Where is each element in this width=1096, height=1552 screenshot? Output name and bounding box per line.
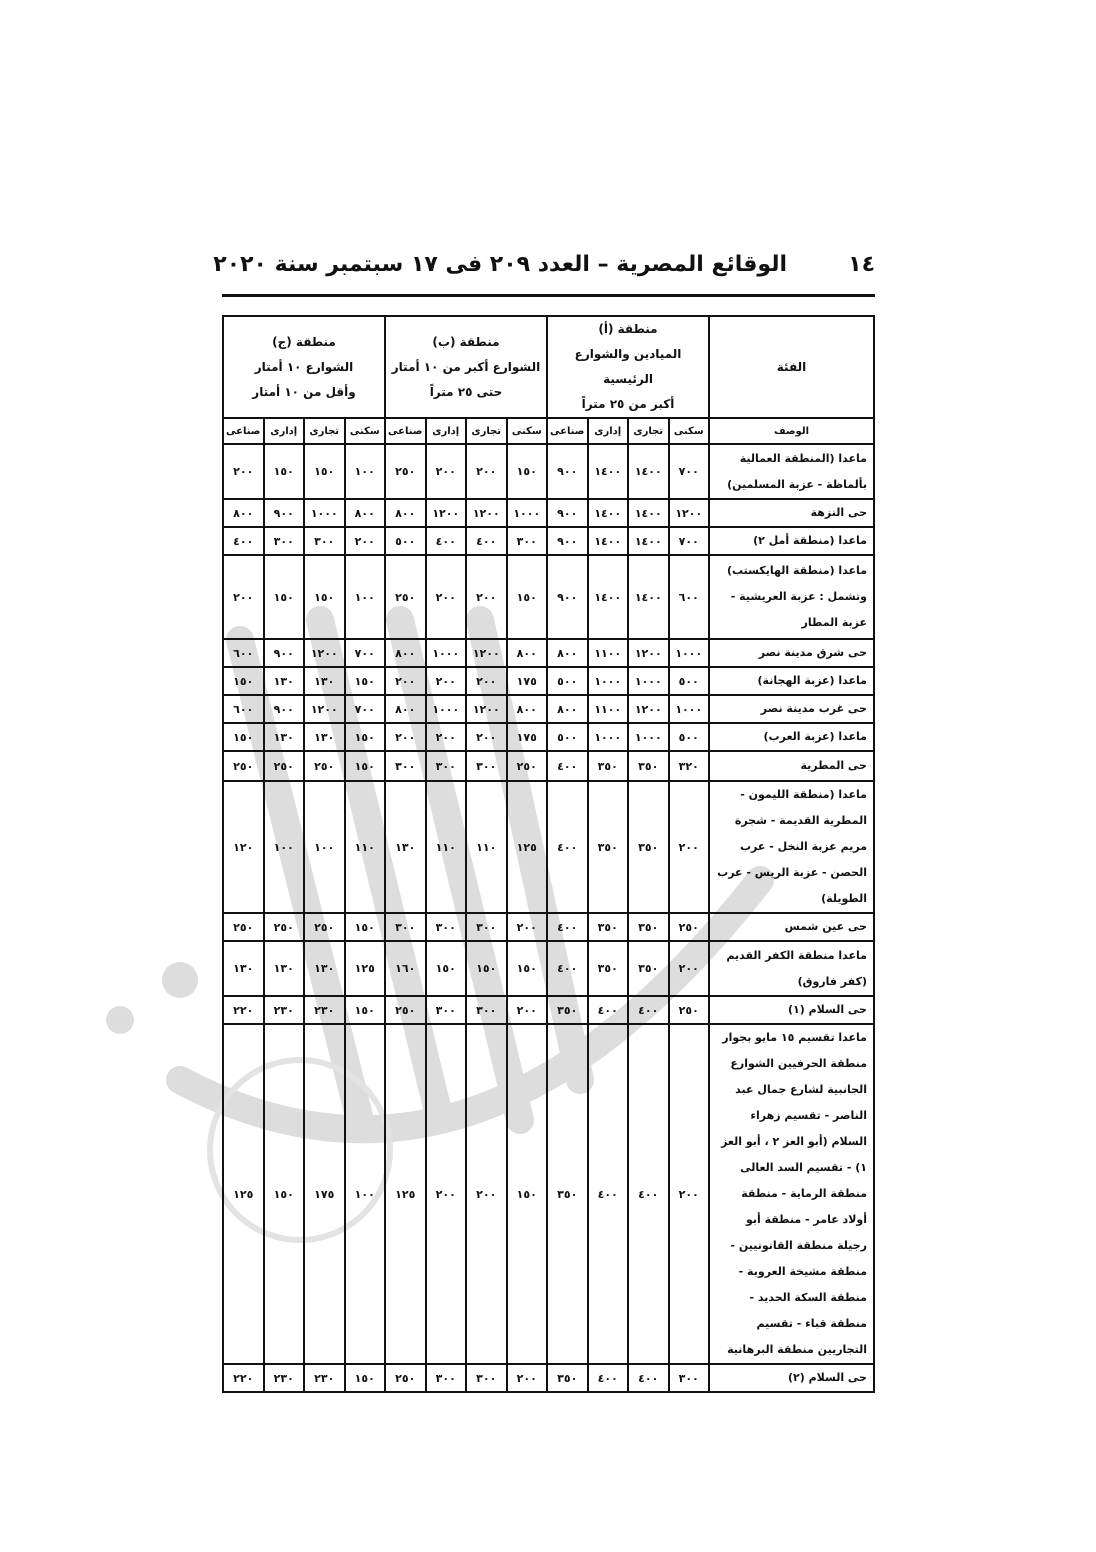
value-cell: ١٧٥ — [507, 667, 548, 695]
value-cell: ٨٠٠ — [223, 499, 264, 527]
value-cell: ٨٠٠ — [385, 695, 426, 723]
header-rule — [222, 294, 875, 297]
value-cell: ١٢٠ — [223, 781, 264, 913]
value-cell: ١٣٠ — [385, 781, 426, 913]
zone-name: منطقة (أ) — [598, 322, 658, 336]
value-cell: ١٥٠ — [466, 941, 507, 996]
zone-desc: وأقل من ١٠ أمتار — [252, 384, 356, 399]
value-cell: ١٠٠ — [345, 444, 386, 499]
value-cell: ٢٠٠ — [223, 555, 264, 639]
value-cell: ١٢٠٠ — [304, 639, 345, 667]
value-cell: ٢٠٠ — [466, 667, 507, 695]
value-cell: ٢٥٠ — [264, 913, 305, 941]
subcolumn-header: تجارى — [628, 418, 669, 444]
value-cell: ١١٠٠ — [588, 695, 629, 723]
value-cell: ٨٠٠ — [547, 695, 588, 723]
row-label: ماعدا (عزبة العرب) — [709, 723, 874, 751]
row-label: ماعدا (منطقة الهايكستب) وتشمل : عزبة العريشية - عزبة المطار — [709, 555, 874, 639]
value-cell: ٣٥٠ — [628, 941, 669, 996]
value-cell: ٢٠٠ — [426, 555, 467, 639]
zone-c-header — [223, 316, 385, 418]
value-cell: ٢٠٠ — [466, 444, 507, 499]
value-cell: ١٥٠ — [345, 913, 386, 941]
value-cell: ١٢٠٠ — [466, 499, 507, 527]
zone-desc: أكبر من ٢٥ متراً — [581, 397, 675, 411]
value-cell: ٧٠٠ — [345, 695, 386, 723]
value-cell: ٣٠٠ — [426, 996, 467, 1024]
value-cell: ٤٠٠ — [547, 781, 588, 913]
running-title: الوقائع المصرية – العدد ٢٠٩ فى ١٧ سبتمبر سنة ٢٠٢٠ — [213, 252, 787, 277]
value-cell: ٣٥٠ — [547, 1364, 588, 1392]
value-cell: ٨٠٠ — [385, 499, 426, 527]
value-cell: ١٥٠ — [304, 444, 345, 499]
value-cell: ١١٠ — [466, 781, 507, 913]
value-cell: ١٣٠ — [223, 941, 264, 996]
value-cell: ٣٠٠ — [466, 1364, 507, 1392]
value-cell: ٣٢٠ — [669, 751, 710, 781]
value-cell: ١٦٠ — [385, 941, 426, 996]
table-row — [223, 499, 874, 527]
value-cell: ٣٥٠ — [588, 913, 629, 941]
value-cell: ١٥٠ — [507, 1024, 548, 1364]
value-cell: ٢٠٠ — [466, 555, 507, 639]
value-cell: ١٠٠ — [264, 781, 305, 913]
table-row — [223, 723, 874, 751]
value-cell: ٢٥٠ — [223, 913, 264, 941]
value-cell: ١٢٠٠ — [426, 499, 467, 527]
zone-header-row — [223, 316, 874, 418]
value-cell: ١٥٠ — [345, 751, 386, 781]
value-cell: ١٥٠ — [507, 555, 548, 639]
value-cell: ٣٠٠ — [385, 913, 426, 941]
value-cell: ٢٥٠ — [669, 996, 710, 1024]
value-cell: ١٠٠٠ — [669, 695, 710, 723]
subcolumn-header: صناعى — [385, 418, 426, 444]
row-label: حى عين شمس — [709, 913, 874, 941]
value-cell: ٣٠٠ — [426, 913, 467, 941]
value-cell: ٤٠٠ — [547, 751, 588, 781]
value-cell: ١٠٠٠ — [669, 639, 710, 667]
subcolumn-header: إدارى — [426, 418, 467, 444]
value-cell: ٩٠٠ — [264, 695, 305, 723]
value-cell: ١٤٠٠ — [628, 499, 669, 527]
value-cell: ١٥٠ — [345, 1364, 386, 1392]
value-cell: ١٥٠ — [345, 996, 386, 1024]
row-label: حى النزهة — [709, 499, 874, 527]
value-cell: ٢٠٠ — [345, 527, 386, 555]
value-cell: ١٢٥ — [507, 781, 548, 913]
value-cell: ٢٠٠ — [507, 1364, 548, 1392]
subcolumn-header: صناعى — [223, 418, 264, 444]
row-label: ماعدا (منطقة أمل ٢) — [709, 527, 874, 555]
row-label: حى غرب مدينة نصر — [709, 695, 874, 723]
value-cell: ١٥٠ — [507, 941, 548, 996]
zone-name: منطقة (ب) — [432, 334, 500, 349]
value-cell: ١٤٠٠ — [588, 555, 629, 639]
value-cell: ١٥٠ — [264, 1024, 305, 1364]
subcolumn-header: سكنى — [345, 418, 386, 444]
table-body — [223, 444, 874, 1392]
value-cell: ٥٠٠ — [385, 527, 426, 555]
value-cell: ٢٥٠ — [669, 913, 710, 941]
value-cell: ٢٥٠ — [507, 751, 548, 781]
table-row — [223, 751, 874, 781]
value-cell: ٣٠٠ — [466, 913, 507, 941]
value-cell: ٢٠٠ — [669, 1024, 710, 1364]
value-cell: ١٤٠٠ — [628, 527, 669, 555]
value-cell: ٥٠٠ — [547, 667, 588, 695]
value-cell: ١٢٠٠ — [466, 639, 507, 667]
value-cell: ١٥٠ — [304, 555, 345, 639]
value-cell: ٩٠٠ — [547, 555, 588, 639]
value-cell: ٢٥٠ — [304, 913, 345, 941]
value-cell: ١٣٠ — [264, 667, 305, 695]
row-label: حى السلام (١) — [709, 996, 874, 1024]
value-cell: ٣٥٠ — [628, 751, 669, 781]
value-cell: ٩٠٠ — [547, 499, 588, 527]
value-cell: ٤٠٠ — [628, 1364, 669, 1392]
table-row — [223, 1364, 874, 1392]
value-cell: ١٣٠ — [304, 723, 345, 751]
row-label: ماعدا تقسيم ١٥ مايو بجوار منطقة الحرفيين الشوارع الجانبية لشارع جمال عبد الناصر - تقسيم زهراء السلام (أبو العز ٢ ، أبو العز ١) - تقسيم السد العالى منطقة الرماية - منطقة أولاد عامر - منطقة أبو رجيلة منطقة القانونيين - منطقة مشيخة العروبة - منطقة السكة الحديد - منطقة قباء - تقسيم التجاريين منطقة البرهانية — [709, 1024, 874, 1364]
value-cell: ٧٠٠ — [669, 444, 710, 499]
value-cell: ١٢٥ — [385, 1024, 426, 1364]
value-cell: ١٢٠٠ — [628, 695, 669, 723]
value-cell: ٢٣٠ — [304, 996, 345, 1024]
value-cell: ٢٥٠ — [264, 751, 305, 781]
value-cell: ٥٠٠ — [547, 723, 588, 751]
value-cell: ١٢٠٠ — [669, 499, 710, 527]
value-cell: ١١٠٠ — [588, 639, 629, 667]
value-cell: ١٠٠٠ — [588, 667, 629, 695]
row-label: ماعدا (المنطقة العمالية بألماظة - عزبة المسلمين) — [709, 444, 874, 499]
value-cell: ٤٠٠ — [588, 1364, 629, 1392]
value-cell: ٥٠٠ — [669, 723, 710, 751]
value-cell: ١٣٠ — [264, 941, 305, 996]
value-cell: ٢٠٠ — [669, 941, 710, 996]
value-cell: ٤٠٠ — [547, 941, 588, 996]
zone-desc: الشوارع ١٠ أمتار — [254, 359, 354, 374]
value-cell: ٤٠٠ — [588, 996, 629, 1024]
value-cell: ٣٠٠ — [426, 1364, 467, 1392]
subcolumn-header-row — [223, 418, 874, 444]
value-cell: ١١٠ — [345, 781, 386, 913]
value-cell: ١٣٠ — [304, 667, 345, 695]
value-cell: ١٧٥ — [507, 723, 548, 751]
value-cell: ١٤٠٠ — [588, 499, 629, 527]
value-cell: ١٢٥ — [345, 941, 386, 996]
value-cell: ١٣٠ — [304, 941, 345, 996]
value-cell: ١١٠ — [426, 781, 467, 913]
value-cell: ١٠٠ — [304, 781, 345, 913]
value-cell: ٧٠٠ — [345, 639, 386, 667]
value-cell: ٢٣٠ — [264, 1364, 305, 1392]
value-cell: ١٠٠٠ — [507, 499, 548, 527]
table-row — [223, 555, 874, 639]
table-row — [223, 695, 874, 723]
value-cell: ٩٠٠ — [264, 639, 305, 667]
value-cell: ٢٠٠ — [466, 723, 507, 751]
value-cell: ٦٠٠ — [223, 639, 264, 667]
value-cell: ١٤٠٠ — [628, 555, 669, 639]
value-cell: ٣٥٠ — [547, 1024, 588, 1364]
value-cell: ٣٥٠ — [588, 941, 629, 996]
subcolumn-header: صناعى — [547, 418, 588, 444]
value-cell: ٨٠٠ — [507, 695, 548, 723]
value-cell: ٣٥٠ — [588, 751, 629, 781]
value-cell: ٣٠٠ — [426, 751, 467, 781]
value-cell: ٤٠٠ — [628, 996, 669, 1024]
zone-a-header — [547, 316, 709, 418]
value-cell: ٣٥٠ — [547, 996, 588, 1024]
subcolumn-header: إدارى — [264, 418, 305, 444]
value-cell: ٢٠٠ — [223, 444, 264, 499]
page-header — [213, 252, 875, 286]
value-cell: ٦٠٠ — [223, 695, 264, 723]
value-cell: ٢٠٠ — [669, 781, 710, 913]
value-cell: ١٠٠ — [345, 555, 386, 639]
value-cell: ١٠٠٠ — [304, 499, 345, 527]
value-cell: ٢٥٠ — [304, 751, 345, 781]
zone-b-header — [385, 316, 547, 418]
value-cell: ٢٠٠ — [385, 723, 426, 751]
value-cell: ٣٠٠ — [385, 751, 426, 781]
page-number: ١٤ — [848, 252, 875, 277]
value-cell: ١٤٠٠ — [628, 444, 669, 499]
subcolumn-header: سكنى — [669, 418, 710, 444]
value-cell: ٣٥٠ — [628, 913, 669, 941]
zone-desc: حتى ٢٥ متراً — [429, 384, 503, 399]
value-cell: ٢٥٠ — [385, 1364, 426, 1392]
value-cell: ١٤٠٠ — [588, 527, 629, 555]
value-cell: ١٥٠ — [223, 723, 264, 751]
value-cell: ٢٠٠ — [426, 1024, 467, 1364]
value-cell: ٢٠٠ — [507, 996, 548, 1024]
value-cell: ٣٥٠ — [588, 781, 629, 913]
value-cell: ١٢٠٠ — [628, 639, 669, 667]
value-cell: ٤٠٠ — [588, 1024, 629, 1364]
row-label: حى شرق مدينة نصر — [709, 639, 874, 667]
value-cell: ٣٠٠ — [466, 996, 507, 1024]
value-cell: ١٠٠٠ — [588, 723, 629, 751]
value-cell: ١٠٠٠ — [426, 695, 467, 723]
table-row — [223, 444, 874, 499]
value-cell: ٢٠٠ — [466, 1024, 507, 1364]
value-cell: ٣٥٠ — [628, 781, 669, 913]
table-row — [223, 941, 874, 996]
value-cell: ٢٥٠ — [385, 555, 426, 639]
zone-name: منطقة (ج) — [272, 334, 336, 349]
zone-desc: الشوارع أكبر من ١٠ أمتار — [391, 359, 541, 374]
row-label: حى السلام (٢) — [709, 1364, 874, 1392]
value-cell: ١٣٠ — [264, 723, 305, 751]
value-cell: ٤٠٠ — [547, 913, 588, 941]
value-cell: ٨٠٠ — [547, 639, 588, 667]
value-cell: ٨٠٠ — [385, 639, 426, 667]
value-cell: ١٠٠٠ — [426, 639, 467, 667]
value-cell: ٨٠٠ — [507, 639, 548, 667]
value-cell: ١٥٠ — [507, 444, 548, 499]
table-row — [223, 667, 874, 695]
table-row — [223, 639, 874, 667]
value-cell: ١٥٠ — [426, 941, 467, 996]
row-label: ماعدا (منطقة الليمون - المطرية القديمة - شجرة مريم عزبة النخل - عرب الحصن - عزبة الريس - عرب الطويلة) — [709, 781, 874, 913]
value-cell: ١٥٠ — [264, 555, 305, 639]
value-cell: ٤٠٠ — [426, 527, 467, 555]
value-cell: ٢٢٠ — [223, 996, 264, 1024]
subcolumn-header: سكنى — [507, 418, 548, 444]
value-cell: ٣٠٠ — [466, 751, 507, 781]
zone-desc: الميادين والشوارع الرئيسية — [574, 347, 682, 386]
subcolumn-header: تجارى — [304, 418, 345, 444]
value-cell: ٩٠٠ — [264, 499, 305, 527]
value-cell: ١٥٠ — [345, 723, 386, 751]
value-cell: ٢٣٠ — [304, 1364, 345, 1392]
value-cell: ٢٢٠ — [223, 1364, 264, 1392]
value-cell: ١٧٥ — [304, 1024, 345, 1364]
value-cell: ٢٠٠ — [426, 667, 467, 695]
category-header: الفئة — [709, 316, 874, 418]
value-cell: ١٢٠٠ — [466, 695, 507, 723]
value-cell: ٦٠٠ — [669, 555, 710, 639]
value-cell: ٢٥٠ — [385, 444, 426, 499]
description-header: الوصف — [709, 418, 874, 444]
value-cell: ٢٠٠ — [385, 667, 426, 695]
table-row — [223, 527, 874, 555]
subcolumn-header: إدارى — [588, 418, 629, 444]
value-cell: ٨٠٠ — [345, 499, 386, 527]
value-cell: ٧٠٠ — [669, 527, 710, 555]
value-cell: ١٠٠ — [345, 1024, 386, 1364]
value-cell: ٢٠٠ — [507, 913, 548, 941]
value-cell: ١٥٠ — [223, 667, 264, 695]
value-cell: ٢٠٠ — [426, 723, 467, 751]
value-cell: ٤٠٠ — [223, 527, 264, 555]
value-cell: ١٥٠ — [264, 444, 305, 499]
value-cell: ٣٠٠ — [507, 527, 548, 555]
value-cell: ١٥٠ — [345, 667, 386, 695]
table-row — [223, 913, 874, 941]
value-cell: ٢٥٠ — [385, 996, 426, 1024]
value-cell: ٩٠٠ — [547, 527, 588, 555]
value-cell: ١٢٥ — [223, 1024, 264, 1364]
value-cell: ٩٠٠ — [547, 444, 588, 499]
value-cell: ٣٠٠ — [264, 527, 305, 555]
table-row — [223, 781, 874, 913]
value-cell: ٥٠٠ — [669, 667, 710, 695]
subcolumn-header: تجارى — [466, 418, 507, 444]
value-cell: ١٠٠٠ — [628, 667, 669, 695]
value-cell: ٢٣٠ — [264, 996, 305, 1024]
value-cell: ٤٠٠ — [628, 1024, 669, 1364]
value-cell: ٢٠٠ — [426, 444, 467, 499]
value-cell: ١٠٠٠ — [628, 723, 669, 751]
value-cell: ٣٠٠ — [304, 527, 345, 555]
value-cell: ٢٥٠ — [223, 751, 264, 781]
row-label: ماعدا (عزبة الهجانة) — [709, 667, 874, 695]
tariff-table — [222, 315, 875, 1393]
value-cell: ١٤٠٠ — [588, 444, 629, 499]
row-label: حى المطرية — [709, 751, 874, 781]
row-label: ماعدا منطقة الكفر القديم (كفر فاروق) — [709, 941, 874, 996]
value-cell: ١٢٠٠ — [304, 695, 345, 723]
value-cell: ٤٠٠ — [466, 527, 507, 555]
table-row — [223, 1024, 874, 1364]
value-cell: ٣٠٠ — [669, 1364, 710, 1392]
table-row — [223, 996, 874, 1024]
